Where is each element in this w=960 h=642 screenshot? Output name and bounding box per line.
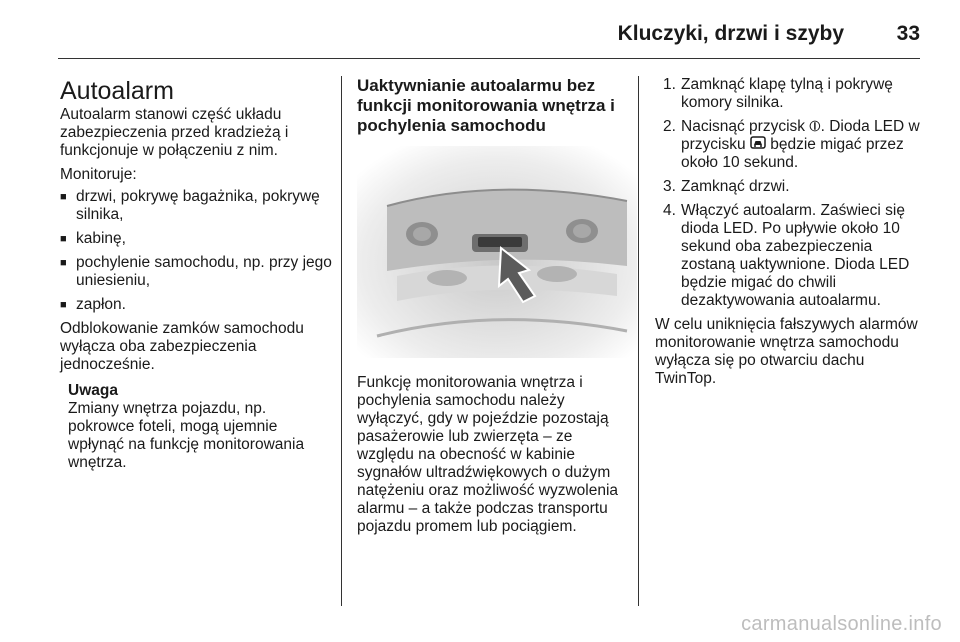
step-text-mid: . Dioda LED w przycisku — [681, 118, 920, 153]
steps-list — [655, 76, 925, 310]
page-number: 33 — [896, 22, 920, 45]
list-item: ■ kabinę, — [60, 230, 332, 248]
monitor-list — [60, 188, 332, 314]
list-item — [655, 118, 925, 172]
monitoring-off-text: Funkcję monitorowania wnętrza i pochylenia samochodu należy wyłączyć, gdy w pojeździe pozostają pasażerowie lub zwierzęta – ze względu na obecność w kabinie sygnałów ultradźwiękowych o dużym natężeniu oraz możliwość wyzwolenia alarmu – a także podczas transportu pojazdu promem lub pociągiem. — [357, 374, 619, 535]
page-header — [0, 0, 960, 58]
note-title: Uwaga — [68, 382, 118, 399]
section-title: Kluczyki, drzwi i szyby — [617, 22, 844, 45]
step-text: Włączyć autoalarm. Zaświeci się dioda LED. Po upływie około 10 sekund oba zabezpieczenia zostaną uaktywnione. Dioda LED będzie migać do chwili dezaktywowania autoalarmu. — [681, 202, 910, 309]
step-text-pre: Nacisnąć przycisk — [681, 118, 810, 135]
column-divider-1 — [341, 76, 342, 606]
lock-button-icon: ⦶ — [809, 118, 821, 135]
twintop-note: W celu uniknięcia fałszywych alarmów monitorowanie wnętrza samochodu wyłącza się po otwarciu dachu TwinTop. — [655, 316, 918, 387]
overhead-console-photo — [357, 146, 637, 358]
step-number: 3. — [663, 178, 676, 195]
note-text: Zmiany wnętrza pojazdu, np. pokrowce foteli, mogą ujemnie wpłynąć na funkcję monitorowania wnętrza. — [68, 400, 305, 471]
step-number: 2. — [663, 118, 676, 135]
note-box — [60, 382, 332, 472]
step-text-post: będzie migać przez około 10 sekund. — [681, 136, 904, 171]
column-3 — [655, 76, 925, 394]
watermark: carmanualsonline.info — [741, 613, 942, 635]
car-sensor-icon — [750, 136, 766, 149]
column-2 — [357, 76, 629, 542]
column-1 — [60, 76, 332, 472]
list-item: ■ zapłon. — [60, 296, 332, 314]
list-item: ■ drzwi, pokrywę bagażnika, pokrywę silnika, — [60, 188, 332, 224]
header-rule — [58, 58, 920, 59]
intro-text: Autoalarm stanowi część układu zabezpieczenia przed kradzieżą i funkcjonuje w połączeniu z nim. — [60, 106, 289, 159]
column-divider-2 — [638, 76, 639, 606]
list-item — [655, 202, 925, 310]
unlock-text: Odblokowanie zamków samochodu wyłącza oba zabezpieczenia jednocześnie. — [60, 320, 304, 373]
monitors-label: Monitoruje: — [60, 166, 137, 183]
heading-activation: Uaktywnianie autoalarmu bez funkcji monitorowania wnętrza i pochylenia samochodu — [357, 76, 615, 135]
step-text: Zamknąć drzwi. — [681, 178, 790, 195]
list-item: ■ pochylenie samochodu, np. przy jego uniesieniu, — [60, 254, 332, 290]
list-item — [655, 76, 925, 112]
list-item — [655, 178, 925, 196]
step-number: 1. — [663, 76, 676, 93]
step-number: 4. — [663, 202, 676, 219]
heading-autoalarm: Autoalarm — [60, 77, 174, 105]
step-text: Zamknąć klapę tylną i pokrywę komory silnika. — [681, 76, 893, 111]
